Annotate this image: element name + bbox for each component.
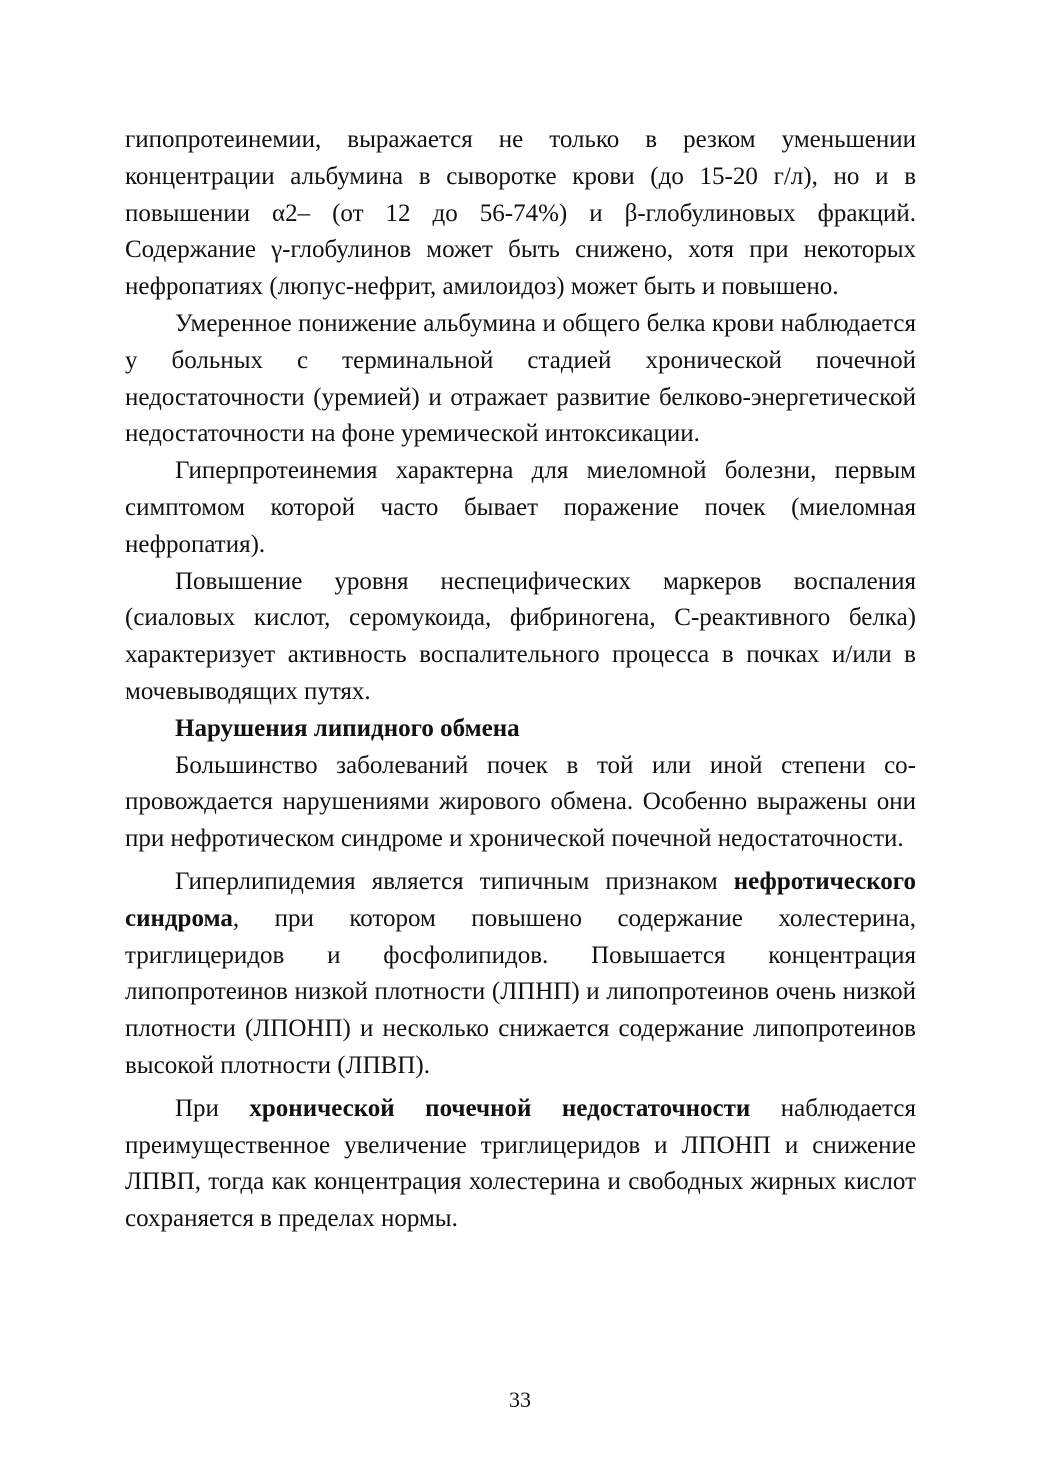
paragraph-hyperproteinemia: Гиперпротеинемия характерна для миеломной болезни, первым симптомом которой часто бывает поражение почек (миеломная нефропатия). bbox=[125, 457, 916, 558]
text-run: , при котором повышено содержание холестерина, триглицеридов и фосфолипидов. Повышается концентрация липопротеинов низкой плотности (ЛПНП) и липопротеинов очень низкой плотности (ЛПОНП) и несколько снижается содержание липопротеинов высокой плотности (ЛПВП). bbox=[125, 904, 916, 1079]
text-run: При bbox=[175, 1094, 250, 1122]
section-heading-lipid-metabolism: Нарушения липидного обмена bbox=[175, 714, 520, 742]
text-run: Гиперлипидемия является типичным признаком bbox=[175, 867, 734, 895]
bold-term-nephrotic-syndrome: нефротического синдрома bbox=[125, 867, 916, 932]
page-number: 33 bbox=[509, 1387, 531, 1412]
paragraph-continued: гипопротеинемии, выражается не только в резком уменьшении концентрации альбумина в сыворотке крови (до 15-20 г/л), но и в повышении α2– (от 12 до 56-74%) и β-глобулиновых фракций. Содержание γ-глобулинов может быть снижено, хотя при некоторых нефропатиях (люпус-нефрит, амилоидоз) может быть и повышено. bbox=[125, 126, 916, 301]
paragraph-moderate-decrease: Умеренное понижение альбумина и общего белка крови наблюдается у больных с терминальной стадией хронической почечной недостаточности (уремией) и отражает развитие белково-энергетической недостаточности на фоне уремической интоксикации. bbox=[125, 309, 916, 448]
paragraph-hyperlipidemia bbox=[125, 864, 916, 1085]
text-run: наблюдается преимущественное увеличение триглицеридов и ЛПОНП и снижение ЛПВП, тогда как концентрация холестерина и свободных жирных кислот сохраняется в пределах нормы. bbox=[125, 1094, 916, 1233]
paragraph-lipid-intro: Большинство заболеваний почек в той или иной степени сопровождается нарушениями жирового обмена. Особенно выражены они при нефротическом синдроме и хронической почечной недостаточности. bbox=[125, 751, 916, 853]
paragraph-inflammation-markers: Повышение уровня неспецифических маркеров воспаления (сиаловых кислот, серомукоида, фибриногена, С-реактивного белка) характеризует активность воспалительного процесса в почках и/или в мочевыводящих путях. bbox=[125, 567, 916, 705]
page-body bbox=[125, 122, 916, 1238]
bold-term-chronic-renal-failure: хронической почечной недостаточности bbox=[249, 1094, 751, 1122]
paragraph-chronic-renal-failure bbox=[125, 1091, 916, 1238]
